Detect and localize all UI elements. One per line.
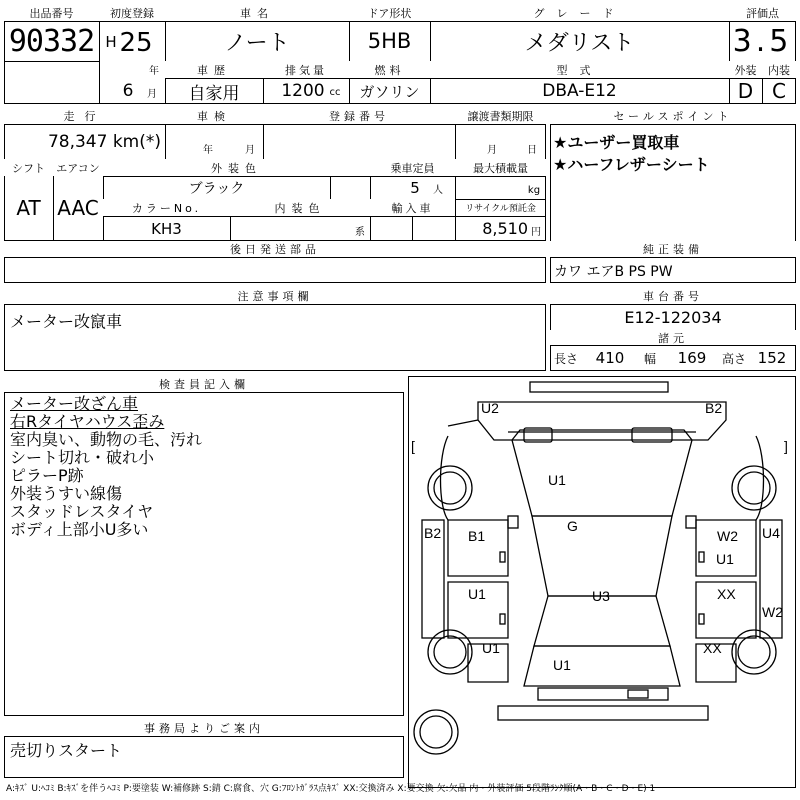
transfer-label: 譲渡書類期限 — [455, 108, 546, 124]
int-label: 内装 — [762, 61, 796, 78]
bracket-right: ] — [784, 438, 788, 454]
lot-no: 90332 — [8, 23, 95, 59]
chassis-number: E12-122034 — [624, 307, 722, 327]
regno-label: 登録番号 — [263, 108, 455, 124]
sales-points-label: セールスポイント — [550, 108, 796, 124]
mark-front-right: B2 — [705, 400, 723, 416]
mileage-label: 走行 — [4, 108, 165, 124]
height-label: 高さ — [721, 352, 746, 366]
door-label: ドア形状 — [349, 4, 430, 21]
later-parts-label: 後日発送部品 — [4, 241, 546, 257]
history: 自家用 — [188, 83, 240, 104]
displacement: 1200 — [281, 81, 325, 101]
fuel: ガソリン — [359, 82, 420, 101]
car-diagram — [408, 376, 796, 788]
name-label: 車名 — [165, 4, 349, 21]
intcolor-label: 内装色 — [230, 199, 370, 216]
model-label: 型式 — [430, 61, 729, 78]
inspector-line: ボディ上部小U多い — [10, 520, 149, 539]
score-label: 評価点 — [729, 4, 796, 21]
width-label: 幅 — [643, 352, 656, 366]
length-label: 長さ — [553, 352, 578, 366]
office-label: 事務局よりご案内 — [4, 720, 404, 736]
exterior-color: ブラック — [188, 180, 245, 197]
color-number: KH3 — [151, 219, 182, 238]
inspector-line: スタッドレスタイヤ — [10, 502, 154, 521]
reg-month: 6 — [122, 81, 134, 101]
history-label: 車歴 — [165, 61, 263, 78]
model: DBA-E12 — [542, 81, 617, 101]
inspector-line: ピラーP跡 — [10, 466, 84, 485]
car-name: ノート — [224, 30, 290, 56]
inspection-year-unit: 年 — [203, 144, 213, 156]
intcolor-unit: 系 — [355, 227, 365, 238]
capacity: 5 — [410, 178, 420, 197]
ext-grade: D — [737, 79, 754, 103]
recycle-fee: 8,510 — [482, 219, 528, 238]
mark-left-rear-fender: U1 — [482, 640, 500, 656]
inspection-month-unit: 月 — [245, 144, 255, 156]
inspector-line: 外装うすい線傷 — [10, 484, 123, 503]
mark-glass: G — [567, 518, 578, 534]
score: 3.5 — [732, 23, 793, 59]
chassis-label: 車台番号 — [550, 288, 796, 304]
mark-right-front-door-2: U1 — [716, 551, 734, 567]
dims-label: 諸元 — [550, 330, 796, 345]
mark-right-front-door: W2 — [717, 528, 738, 544]
door-type: 5HB — [367, 29, 412, 53]
capacity-unit: 人 — [433, 185, 443, 196]
equipment-value: カワ エアB PS PW — [554, 264, 673, 280]
mark-right-side-rear: W2 — [762, 604, 783, 620]
reg-year-unit: 年 — [149, 66, 159, 77]
shift: AT — [16, 196, 41, 220]
inspector-line: 右Rタイヤハウス歪み — [10, 412, 165, 431]
mark-rear-window: U3 — [592, 588, 610, 604]
transfer-day-unit: 日 — [527, 144, 537, 156]
mark-right-side: U4 — [762, 525, 780, 541]
mark-left-front-door: B1 — [468, 528, 486, 544]
notes-label: 注意事項欄 — [4, 288, 546, 304]
length-value: 410 — [595, 349, 625, 367]
inspector-line: メーター改ざん車 — [10, 394, 139, 413]
sales-point-1: ★ユーザー買取車 — [553, 133, 680, 152]
color-label: 外装色 — [103, 159, 370, 176]
mileage: 78,347 km(*) — [47, 131, 161, 152]
import-label: 輸入車 — [370, 199, 455, 216]
mark-right-rear-door: XX — [717, 586, 736, 602]
grade: メダリスト — [524, 30, 635, 56]
width-value: 169 — [677, 349, 707, 367]
grade-label: グレード — [430, 4, 729, 21]
inspection-label: 車検 — [165, 108, 263, 124]
mark-roof: U1 — [548, 472, 566, 488]
notes-value: メーター改竄車 — [10, 312, 123, 331]
mark-rear: U1 — [553, 657, 571, 673]
disp-label: 排気量 — [263, 61, 349, 78]
load-unit: kg — [527, 185, 541, 196]
reg-month-unit: 月 — [147, 89, 157, 100]
sales-point-2: ★ハーフレザーシート — [553, 155, 710, 174]
fuel-label: 燃料 — [349, 61, 430, 78]
disp-unit: cc — [329, 87, 341, 98]
int-grade: C — [772, 79, 786, 103]
colorno-label: カラーNo. — [103, 199, 230, 216]
height-value: 152 — [757, 349, 787, 367]
inspector-line: 室内臭い、動物の毛、汚れ — [10, 430, 203, 449]
load-label: 最大積載量 — [455, 159, 546, 176]
recycle-label: リサイクル預託金 — [465, 204, 536, 214]
mark-right-rear-fender: XX — [703, 640, 722, 656]
recycle-unit: 円 — [531, 227, 541, 238]
mark-left-side: B2 — [424, 525, 442, 541]
reg-year: 25 — [119, 28, 153, 58]
aircon: AAC — [57, 196, 99, 220]
bracket-left: [ — [411, 438, 415, 454]
mark-left-rear-door: U1 — [468, 586, 486, 602]
mark-front-left: U2 — [481, 400, 499, 416]
transfer-month-unit: 月 — [487, 144, 497, 156]
equipment-label: 純正装備 — [550, 241, 796, 257]
inspector-line: シート切れ・破れ小 — [10, 448, 155, 467]
office-value: 売切りスタート — [10, 741, 123, 760]
inspector-label: 検査員記入欄 — [4, 376, 404, 392]
reg-label: 初度登録 — [99, 4, 165, 21]
legend: A:ｷｽﾞ U:ﾍｺﾐ B:ｷｽﾞを伴うﾍｺﾐ P:要塗装 W:補修跡 S:錆 C:腐食、穴 G:ﾌﾛﾝﾄｶﾞﾗｽ点ｷｽﾞ XX:交換済み X:要交換 欠:欠品 内・外装評価 5段階ﾗﾝｸ順(A・B・C・D・E) 1 — [6, 784, 656, 794]
ext-label: 外装 — [729, 61, 762, 78]
aircon-label: エアコン — [53, 159, 103, 176]
reg-era: H — [105, 33, 117, 51]
shift-label: シフト — [4, 159, 53, 176]
lot-no-label: 出品番号 — [4, 4, 99, 21]
capacity-label: 乗車定員 — [370, 159, 455, 176]
